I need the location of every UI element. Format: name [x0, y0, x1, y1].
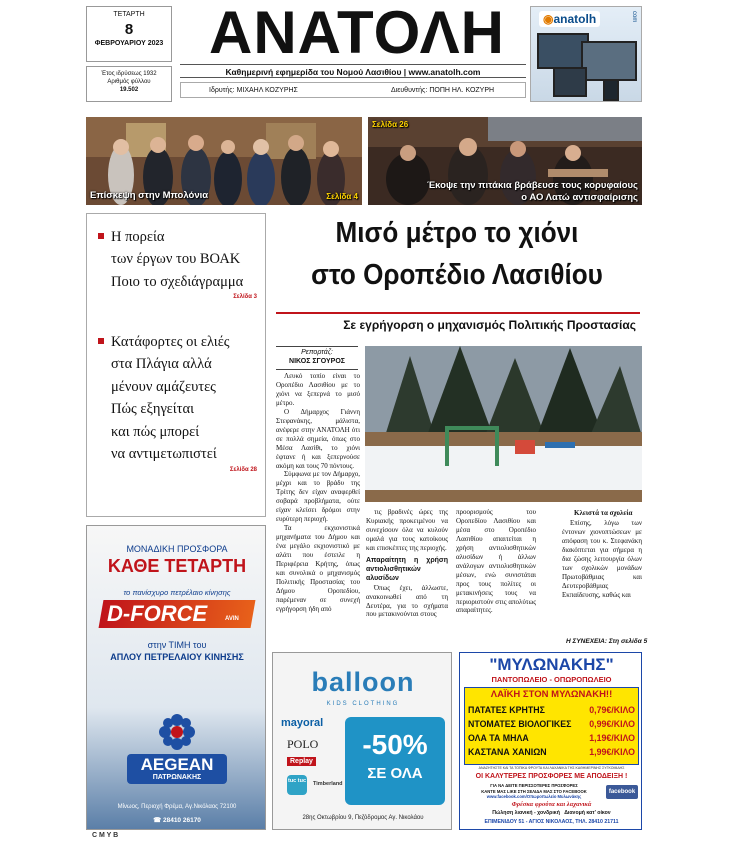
phone-illustration	[603, 79, 619, 101]
headline-rule	[276, 312, 640, 314]
teaser-page-ref: Σελίδα 28	[229, 466, 257, 473]
dforce-address: Μίνωος, Περιοχή Φρέμα, Αγ.Νικόλαος 72100	[117, 804, 237, 810]
mylonakis-slogan: ΟΙ ΚΑΛΥΤΕΡΕΣ ΠΡΟΣΦΟΡΕΣ ΜΕ ΑΠΟΔΕΙΞΗ !	[475, 773, 628, 780]
discount-sub: ΣΕ ΟΛΑ	[367, 765, 423, 782]
issue-number: 19.502	[119, 87, 139, 94]
article-paragraph: Τα εκχιονιστικά μηχανήματα του Δήμου και ένα μεγάλο εκχιονιστικό με αλάτι που έστειλε η Περιφέρεια Κρήτης, όπως και συνολικά ο μηχανισμός Πολιτικής Προστασίας του Δήμου Οροπεδίου, παρέμεναν σε συνεχή εγρήγορση ήδη από	[276, 524, 360, 613]
teaser-line: να αντιμετωπιστεί	[111, 446, 217, 463]
price-row: ΠΑΤΑΤΕΣ ΚΡΗΤΗΣ 0,79€/ΚΙΛΟ	[468, 705, 635, 715]
mylonakis-name: "ΜΥΛΩΝΑΚΗΣ"	[489, 655, 614, 674]
tablet-illustration	[553, 67, 587, 97]
main-headline[interactable]	[291, 212, 624, 296]
article-subheading: Απαραίτητη η χρήση αντιολισθητικών αλυσίδων	[366, 556, 448, 582]
bologna-page-ref: Σελίδα 4	[326, 192, 358, 201]
tennis-page-ref: Σελίδα 26	[372, 120, 409, 129]
teaser-line: Ποιο το σχεδιάγραμμα	[111, 273, 244, 290]
balloon-brand-sub: KIDS CLOTHING	[326, 701, 400, 707]
teaser-bullet	[98, 233, 104, 239]
dforce-brand-tag: AVIN	[225, 616, 239, 622]
teaser-page-ref: Σελίδα 3	[233, 294, 257, 301]
article-column-1	[276, 372, 360, 648]
snow-playground-photo[interactable]	[365, 346, 642, 502]
teasers-box	[86, 213, 266, 517]
dforce-price-line1: στην ΤΙΜΗ του	[147, 640, 207, 650]
snow-playground-image	[365, 346, 642, 502]
article-paragraph: Σύμφωνα με τον Δήμαρχο, μέχρι και το βράδυ της Τρίτης δεν είχαν αναφερθεί σοβαρά προβλήματα, ούτε είχαν κλείσει δρόμοι στην ευρύτερη περιοχή.	[276, 470, 360, 524]
mylonakis-address: ΕΠΙΜΕΝΙΔΟΥ 51 - ΑΓΙΟΣ ΝΙΚΟΛΑΟΣ, ΤΗΛ. 28410 21711	[484, 819, 619, 825]
teaser-line: και πώς μπορεί	[111, 423, 200, 440]
brand-tuctuc: tuc tuc	[287, 775, 307, 795]
fresh-produce-line: Φρέσκα φρούτα και λαχανικά	[511, 801, 592, 808]
article-paragraph: Ο Δήμαρχος Γιάννη Στεφανάκης, μάλιστα, ανέφερε στην ΑΝΑΤΟΛΗ ότι σε πολλά σημεία, όπως στο Μέσα Λασίθι, το χιόνι έφτανε ή και ξεπερνούσε ακόμη και τους 70 πόντους.	[276, 407, 360, 470]
teaser-olives[interactable]	[111, 331, 257, 475]
founder: Ιδρυτής: ΜΙΧΑΗΛ ΚΟΖΥΡΗΣ	[209, 87, 298, 94]
discount-value: -50%	[362, 729, 428, 760]
balloon-brand: balloon	[311, 667, 415, 697]
tagline: Καθημερινή εφημερίδα του Νομού Λασιθίου | www.anatolh.com	[180, 64, 526, 78]
brand-mayoral: mayoral	[281, 717, 324, 729]
teaser-bullet	[98, 338, 104, 344]
laptop-illustration	[581, 41, 637, 81]
article-paragraph: προορισμούς του Οροπεδίου Λασιθίου και μέσα στο Οροπέδιο Λασιθίου απαιτείται η χρήση αντιολισθητικών αλυσίδων ή άλλων ανάλογων αντιολισθητικών μέσων, ενώ συνιστάται προς τους πολίτες οι μετακινήσεις τους να περιοριστούν στις απολύτως απαραίτητες.	[456, 508, 536, 615]
brand-polo: POLO	[287, 737, 319, 751]
article-column-4	[562, 519, 642, 637]
headline-line-1: Μισό μέτρο το χιόνι	[335, 217, 579, 249]
social-block: ΓΙΑ ΝΑ ΔΕΙΤΕ ΠΕΡΙΣΣΟΤΕΡΕΣ ΠΡΟΣΦΟΡΕΣ ΚΑΝΤΕ ΜΑΣ LIKE ΣΤΗ ΣΕΛΙΔΑ ΜΑΣ ΣΤΟ FACEBOOK www.facebook.com/Οπωροπωλείο Μυλωνάκης	[481, 783, 587, 800]
headline-line-2: στο Οροπέδιο Λασιθίου	[311, 259, 603, 291]
date-box	[86, 6, 172, 62]
article-paragraph: Όπως έχει, άλλωστε, ανακοινωθεί από τη Δευτέρα, για το σχήματα που μετακινούνται στους	[366, 583, 448, 619]
article-paragraph: τις βραδινές ώρες της Κυριακής προκειμένου να συνεχίσουν όλα να κυλούν ομαλά για τους κατοίκους και επισκέπτες της περιοχής.	[366, 508, 448, 552]
weekday: ΤΕΤΑΡΤΗ	[113, 11, 145, 18]
dforce-product-line: το πανίσχυρο πετρέλαιο κίνησης	[123, 588, 231, 597]
schools-closed-title: Κλειστά τα σχολεία	[574, 509, 633, 517]
dforce-offer: ΜΟΝΑΔΙΚΗ ΠΡΟΣΦΟΡΑ	[126, 544, 228, 554]
article-column-3	[456, 508, 536, 646]
teaser-boak[interactable]	[111, 226, 257, 303]
brand-timberland: Timberland	[313, 781, 343, 787]
print-color-marks: C M Y B	[92, 832, 119, 839]
teaser-line: στα Πλάγια αλλά	[111, 356, 212, 373]
issue-label: Αριθμός φύλλου	[107, 79, 151, 86]
aegean-dealer: ΠΑΤΡΩΝΑΚΗΣ	[152, 774, 202, 781]
dforce-ad[interactable]	[86, 525, 266, 830]
teaser-line: μένουν αμάζευτες	[111, 378, 216, 395]
reporter-label: Ρεπορτάζ:	[301, 349, 333, 356]
price-row: ΟΛΑ ΤΑ ΜΗΛΑ 1,19€/ΚΙΛΟ	[468, 733, 635, 743]
aegean-brand: AEGEAN	[140, 755, 214, 774]
dforce-price-line2: ΑΠΛΟΥ ΠΕΤΡΕΛΑΙΟΥ ΚΙΝΗΣΗΣ	[110, 652, 244, 662]
website-ad[interactable]	[530, 6, 642, 102]
tennis-caption-line1: Έκοψε την πιτάκια βράβευσε τους κορυφαίους	[427, 180, 638, 191]
article-paragraph: Επίσης, λόγω των έντονων χιονοπτώσεων με απόφαση του κ. Στεφανάκη διακόπτεται για σήμερα η δια ζώσης λειτουργία όλων των σχολικών μονάδων Πρωτοβάθμιας και Δευτεροβάθμιας Εκπαίδευσης, καθώς και	[562, 519, 642, 599]
tennis-club-photo[interactable]	[368, 117, 642, 205]
teaser-line: Η πορεία	[111, 229, 165, 245]
tennis-caption-line2: ο ΑΟ Λατώ αντισφαίρισης	[521, 192, 638, 203]
continued-on-page[interactable]: Η ΣΥΝΕΧΕΙΑ: Στη σελίδα 5	[566, 638, 648, 645]
sales-line: Πώληση λιανική - χονδρική Διανομή κατ' οίκον	[492, 810, 611, 816]
price-row: ΝΤΟΜΑΤΕΣ ΒΙΟΛΟΓΙΚΕΣ 0,99€/ΚΙΛΟ	[468, 719, 635, 729]
newspaper-title: ΑΝΑΤΟΛΗ	[209, 0, 505, 66]
month-year: ΦΕΒΡΟΥΑΡΙΟΥ 2023	[94, 40, 164, 48]
mylonakis-ad[interactable]	[459, 652, 642, 830]
founded-year: Έτος ιδρύσεως 1932	[101, 71, 157, 77]
price-row: ΚΑΣΤΑΝΑ ΧΑΝΙΩΝ 1,99€/ΚΙΛΟ	[468, 747, 635, 757]
bologna-caption: Επίσκεψη στην Μπολόνια	[90, 190, 209, 201]
teaser-line: των έργων του ΒΟΑΚ	[111, 251, 241, 268]
website-logo-suffix: com	[631, 11, 637, 23]
mylonakis-type: ΠΑΝΤΟΠΩΛΕΙΟ - ΟΠΩΡΟΠΩΛΕΙΟ	[491, 675, 612, 684]
market-title: ΛΑΪΚΗ ΣΤΟΝ ΜΥΛΩΝΑΚΗ!!	[490, 689, 613, 700]
mylonakis-fine-print: ΑΝΑΖΗΤΗΣΤΕ ΚΑΙ ΤΑ ΤΟΠΙΚΑ ΦΡΟΥΤΑ ΚΑΙ ΛΑΧΑΝΙΚΑ ΤΗΣ ΚΑΘΗΜΕΡΙΝΗΣ ΣΥΓΚΟΜΙΔΗΣ	[478, 766, 625, 770]
dforce-brand: D-FORCE	[107, 601, 208, 626]
director: Διευθυντής: ΠΟΠΗ ΗΛ. ΚΟΖΥΡΗ	[391, 87, 495, 94]
facebook-icon[interactable]: facebook	[606, 785, 638, 799]
founders-bar	[180, 82, 526, 98]
issue-info-box	[86, 66, 172, 102]
balloon-address: 28ης Οκτωβρίου 9, Πεζόδρομος Αγ. Νικολάου	[302, 815, 424, 821]
reporter-name: ΝΙΚΟΣ ΣΓΟΥΡΟΣ	[289, 357, 345, 365]
website-logo: ◉anatolh	[539, 11, 600, 27]
dforce-phone: ☎ 28410 26170	[153, 817, 201, 824]
balloon-ad[interactable]	[272, 652, 452, 830]
teaser-line: Πώς εξηγείται	[111, 401, 194, 418]
article-paragraph: Λευκό τοπίο είναι το Οροπέδιο Λασιθίου με το χιόνι να ξεπερνά το μισό μέτρο.	[276, 372, 360, 407]
bologna-visit-photo[interactable]	[86, 117, 362, 205]
aegean-flower-icon	[157, 712, 197, 752]
price-list	[468, 703, 635, 759]
teaser-line: Κατάφορτες οι ελιές	[111, 333, 230, 350]
reporter-credit	[276, 346, 358, 370]
brand-replay: Replay	[287, 757, 316, 766]
day-number: 8	[124, 21, 134, 39]
dforce-day: ΚΑΘΕ ΤΕΤΑΡΤΗ	[107, 556, 247, 576]
article-subhead: Σε εγρήγορση ο μηχανισμός Πολιτικής Προστασίας	[343, 318, 636, 332]
article-column-2	[366, 508, 448, 646]
